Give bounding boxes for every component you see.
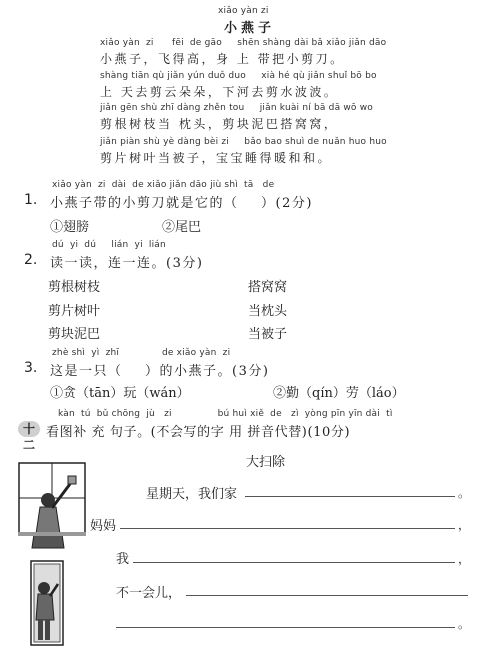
poem-title-pinyin: xiǎo yàn zi [218, 6, 269, 16]
sentence-2-blank[interactable] [120, 528, 455, 529]
sentence-3-end: ， [458, 552, 471, 566]
q2-number: 2. [24, 252, 38, 268]
sentence-1-prefix: 星期天，我们家 [146, 487, 238, 502]
q2-right-item[interactable]: 当被子 [248, 327, 288, 342]
q3-option-2[interactable]: ②勤（qín）劳（láo） [273, 386, 405, 401]
sentence-5-end: 。 [458, 617, 471, 631]
sentence-3-prefix: 我 [116, 552, 130, 567]
poem-line-2: 上 天去剪云朵朵，下河去剪水波波。 [100, 85, 339, 99]
q1-number: 1. [24, 192, 38, 208]
q2-text: 读一读，连一连。(3分) [50, 256, 204, 271]
poem-title: 小燕子 [224, 21, 276, 36]
q1-option-1[interactable]: ①翅膀 [50, 220, 90, 235]
q3-pinyin: zhè shì yì zhī de xiǎo yàn zi [52, 348, 231, 358]
poem-line-3-pinyin: jiǎn gēn shù zhī dàng zhěn tou jiǎn kuài ní bā dā wō wo [100, 103, 373, 113]
poem-line-3: 剪根树枝当 枕头，剪块泥巴搭窝窝， [100, 117, 339, 131]
q2-right-item[interactable]: 搭窝窝 [248, 280, 288, 295]
q1-pinyin: xiǎo yàn zi dài de xiǎo jiǎn dāo jiù shì tā de [52, 180, 275, 190]
sentence-2-prefix: 妈妈 [90, 519, 117, 534]
poem-line-1: 小燕子，飞得高，身 上 带把小剪刀。 [100, 52, 345, 66]
sentence-4-blank[interactable] [186, 595, 468, 596]
q3-text: 这是一只（ ）的小燕子。(3分) [50, 364, 270, 379]
section12-instruction: 看图补 充 句子。(不会写的字 用 拼音代替)(10分) [46, 425, 351, 440]
mother-cleaning-window-illustration [18, 462, 86, 550]
sentence-4-prefix: 不一会儿， [116, 586, 182, 601]
task-title: 大扫除 [246, 455, 286, 470]
q3-option-1[interactable]: ①贪（tān）玩（wán） [50, 386, 190, 401]
q1-text: 小燕子带的小剪刀就是它的（ ）(2分) [50, 196, 313, 211]
poem-line-1-pinyin: xiǎo yàn zi fēi de gāo shēn shàng dài bǎ xiǎo jiǎn dāo [100, 38, 387, 48]
sentence-1-end: 。 [458, 486, 471, 500]
section12-badge: 十二 [18, 421, 40, 437]
q2-left-item[interactable]: 剪根树枝 [48, 280, 101, 295]
q2-right-item[interactable]: 当枕头 [248, 304, 288, 319]
sentence-3-blank[interactable] [133, 562, 455, 563]
q3-number: 3. [24, 360, 38, 376]
poem-line-4-pinyin: jiǎn piàn shù yè dàng bèi zi bǎo bao shuì de nuǎn huo huo [100, 137, 387, 147]
poem-line-2-pinyin: shàng tiān qù jiǎn yún duǒ duo xià hé qù jiǎn shuǐ bō bo [100, 71, 377, 81]
q2-left-item[interactable]: 剪片树叶 [48, 304, 101, 319]
sentence-1-blank[interactable] [245, 496, 455, 497]
q2-left-item[interactable]: 剪块泥巴 [48, 327, 101, 342]
sentence-2-end: ， [458, 518, 471, 532]
sentence-5-blank[interactable] [116, 627, 455, 628]
q1-option-2[interactable]: ②尾巴 [162, 220, 202, 235]
child-cleaning-door-illustration [30, 560, 64, 646]
section12-pinyin: kàn tú bǔ chōng jù zi bú huì xiě de zì yòng pīn yīn dài tì [58, 409, 393, 419]
q2-pinyin: dú yi dú lián yi lián [52, 240, 166, 250]
poem-line-4: 剪片树叶当被子，宝宝睡得暖和和。 [100, 151, 333, 165]
